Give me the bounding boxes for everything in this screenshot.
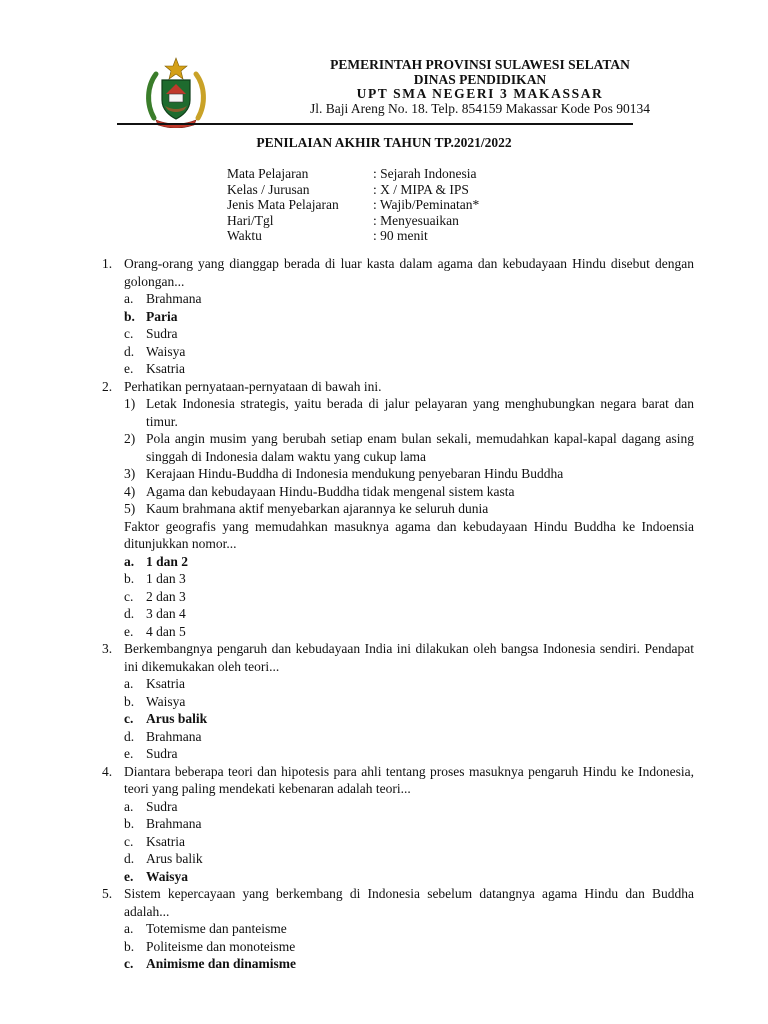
- statement-number: 3): [124, 466, 136, 481]
- option-text: Brahmana: [146, 816, 202, 831]
- option-letter: c.: [124, 326, 134, 341]
- answer-option: [124, 553, 694, 571]
- statement-number: 2): [124, 431, 136, 446]
- option-text: Politeisme dan monoteisme: [146, 938, 296, 954]
- option-text: Paria: [146, 308, 178, 324]
- sulawesi-selatan-emblem-logo: [144, 56, 208, 128]
- info-row: [227, 166, 479, 182]
- option-text: 1 dan 3: [146, 571, 186, 586]
- info-row: [227, 197, 479, 213]
- option-letter: c.: [124, 711, 134, 726]
- option-text: Totemisme dan panteisme: [146, 921, 287, 936]
- option-item: [124, 343, 694, 361]
- statement-text: Letak Indonesia strategis, yaitu berada di jalur pelayaran yang menghubungkan negara barat dan timur.: [146, 396, 694, 429]
- option-letter: a.: [124, 676, 134, 691]
- question-text: Berkembangnya pengaruh dan kebudayaan India ini dilakukan oleh bangsa Indonesia sendiri. Pendapat ini dikemukakan oleh teori...: [124, 641, 694, 674]
- statement-item: [124, 430, 694, 465]
- option-letter: b.: [124, 938, 135, 954]
- option-letter: d.: [124, 343, 135, 359]
- option-item: [124, 325, 694, 343]
- option-list: [124, 798, 694, 886]
- option-letter: b.: [124, 816, 135, 831]
- question-number: 5.: [102, 886, 113, 901]
- question-list: [102, 255, 694, 973]
- option-text: 2 dan 3: [146, 588, 186, 604]
- question-text: Diantara beberapa teori dan hipotesis para ahli tentang proses masuknya pengaruh Hindu ke Indonesia, teori yang paling mendekati kebenaran adalah teori...: [124, 763, 694, 796]
- question-text: Orang-orang yang dianggap berada di luar kasta dalam agama dan kebudayaan Hindu disebut dengan golongan...: [124, 256, 694, 289]
- option-item: [124, 623, 694, 641]
- exam-info-table: [227, 166, 479, 244]
- statement-number: 5): [124, 501, 136, 516]
- option-text: Waisya: [146, 693, 186, 709]
- option-item: [124, 360, 694, 378]
- question-item: [102, 640, 694, 763]
- exam-title: PENILAIAN AKHIR TAHUN TP.2021/2022: [256, 135, 512, 150]
- option-text: Brahmana: [146, 728, 202, 744]
- info-value: : 90 menit: [373, 228, 428, 243]
- letterhead-school: UPT SMA NEGERI 3 MAKASSAR: [356, 86, 604, 101]
- option-item: [124, 605, 694, 623]
- option-list: [124, 920, 694, 973]
- answer-option: [124, 308, 694, 326]
- option-letter: b.: [124, 308, 135, 324]
- option-letter: c.: [124, 588, 134, 604]
- info-label: Waktu: [227, 228, 262, 243]
- question-number: 4.: [102, 763, 113, 779]
- answer-option: [124, 710, 694, 728]
- option-item: [124, 290, 694, 308]
- answer-option: [124, 955, 694, 973]
- letterhead-government: PEMERINTAH PROVINSI SULAWESI SELATAN: [330, 57, 630, 72]
- option-letter: d.: [124, 728, 135, 744]
- question-item: [102, 378, 694, 641]
- statement-text: Kaum brahmana aktif menyebarkan ajarannya ke seluruh dunia: [146, 501, 489, 516]
- info-row: [227, 213, 479, 229]
- info-label: Jenis Mata Pelajaran: [227, 197, 339, 212]
- option-letter: b.: [124, 571, 135, 586]
- info-label: Kelas / Jurusan: [227, 181, 310, 197]
- option-text: 3 dan 4: [146, 606, 186, 621]
- statement-text: Pola angin musim yang berubah setiap enam bulan sekali, memudahkan kapal-kapal dagang asing singgah di Indonesia dalam waktu yang cukup lama: [146, 431, 694, 464]
- option-list: [124, 675, 694, 763]
- option-text: Waisya: [146, 868, 189, 884]
- info-value: : Menyesuaikan: [373, 212, 459, 228]
- option-item: [124, 850, 694, 868]
- statement-number: 1): [124, 396, 136, 411]
- option-item: [124, 815, 694, 833]
- statement-item: [124, 465, 694, 483]
- option-letter: d.: [124, 851, 135, 866]
- option-text: Ksatria: [146, 361, 185, 376]
- option-letter: d.: [124, 606, 135, 621]
- info-row: [227, 228, 479, 244]
- option-letter: c.: [124, 833, 134, 849]
- option-letter: a.: [124, 553, 135, 569]
- letterhead-address: Jl. Baji Areng No. 18. Telp. 854159 Makassar Kode Pos 90134: [309, 100, 651, 116]
- option-letter: a.: [124, 291, 134, 306]
- option-letter: a.: [124, 921, 134, 936]
- option-item: [124, 920, 694, 938]
- option-item: [124, 588, 694, 606]
- statement-text: Agama dan kebudayaan Hindu-Buddha tidak mengenal sistem kasta: [146, 483, 515, 499]
- option-text: 1 dan 2: [146, 553, 189, 569]
- statement-text: Kerajaan Hindu-Buddha di Indonesia mendukung penyebaran Hindu Buddha: [146, 466, 564, 481]
- statement-item: [124, 483, 694, 501]
- option-item: [124, 570, 694, 588]
- option-text: 4 dan 5: [146, 623, 186, 639]
- option-text: Sudra: [146, 326, 178, 341]
- info-value: : Sejarah Indonesia: [373, 166, 477, 181]
- option-text: Ksatria: [146, 676, 185, 691]
- option-item: [124, 675, 694, 693]
- option-list: [124, 553, 694, 641]
- question-number: 1.: [102, 256, 113, 271]
- question-item: [102, 255, 694, 378]
- option-text: Sudra: [146, 798, 178, 814]
- question-continuation: Faktor geografis yang memudahkan masuknya agama dan kebudayaan Hindu Buddha ke Indoensia ditunjukkan nomor...: [124, 518, 694, 551]
- option-list: [124, 290, 694, 378]
- option-letter: b.: [124, 693, 135, 709]
- option-text: Arus balik: [146, 851, 203, 866]
- info-value: : X / MIPA & IPS: [373, 181, 469, 197]
- info-row: [227, 182, 479, 198]
- option-item: [124, 798, 694, 816]
- question-item: [102, 763, 694, 886]
- info-value: : Wajib/Peminatan*: [373, 197, 480, 212]
- option-item: [124, 938, 694, 956]
- letterhead: [220, 58, 740, 116]
- option-text: Sudra: [146, 746, 178, 761]
- option-item: [124, 693, 694, 711]
- option-letter: e.: [124, 746, 134, 761]
- option-letter: e.: [124, 623, 134, 639]
- question-text: Sistem kepercayaan yang berkembang di Indonesia sebelum datangnya agama Hindu dan Buddha adalah...: [124, 886, 694, 919]
- option-text: Ksatria: [146, 833, 185, 849]
- statement-number: 4): [124, 483, 136, 499]
- option-letter: e.: [124, 361, 134, 376]
- option-text: Waisya: [146, 343, 186, 359]
- statement-item: [124, 395, 694, 430]
- option-text: Brahmana: [146, 291, 202, 306]
- letterhead-department: DINAS PENDIDIKAN: [413, 71, 547, 87]
- question-number: 3.: [102, 641, 113, 656]
- question-text: Perhatikan pernyataan-pernyataan di bawah ini.: [124, 378, 382, 394]
- statement-list: [124, 395, 694, 518]
- question-item: [102, 885, 694, 973]
- option-text: Arus balik: [146, 711, 208, 726]
- option-letter: c.: [124, 956, 134, 971]
- option-item: [124, 833, 694, 851]
- letterhead-divider: [117, 123, 633, 125]
- statement-item: [124, 500, 694, 518]
- option-item: [124, 728, 694, 746]
- option-letter: a.: [124, 798, 134, 814]
- option-letter: e.: [124, 868, 134, 884]
- option-text: Animisme dan dinamisme: [146, 956, 297, 971]
- info-label: Hari/Tgl: [227, 212, 274, 228]
- option-item: [124, 745, 694, 763]
- info-label: Mata Pelajaran: [227, 166, 309, 181]
- question-number: 2.: [102, 378, 113, 394]
- answer-option: [124, 868, 694, 886]
